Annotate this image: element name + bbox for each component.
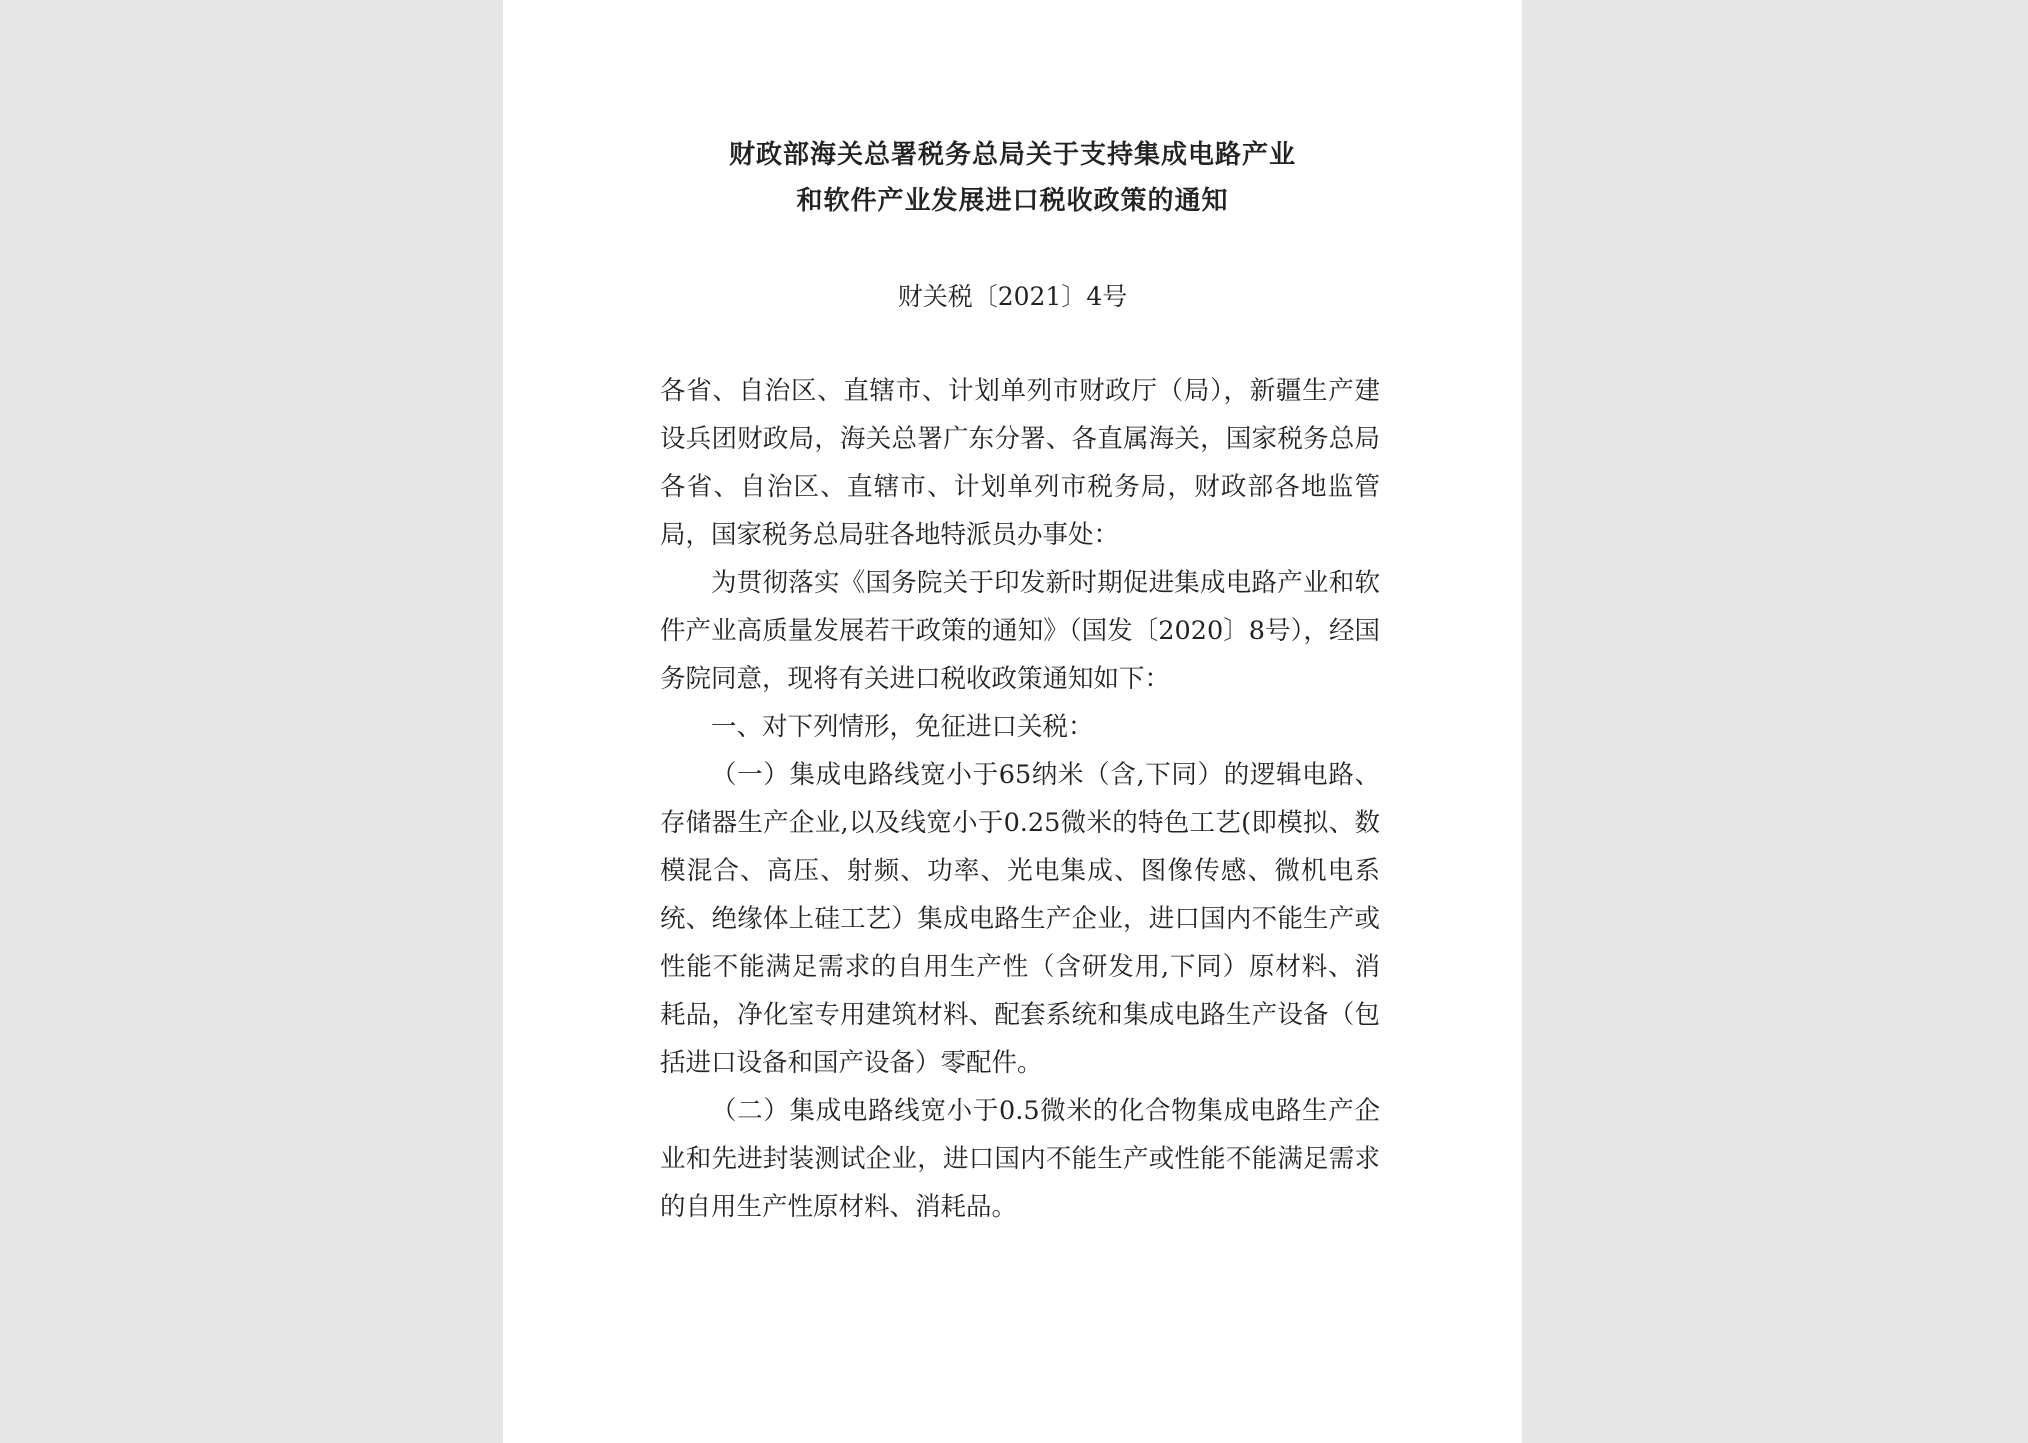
document-title-line-1: 财政部海关总署税务总局关于支持集成电路产业 xyxy=(728,140,1296,170)
document-number: 财关税〔2021〕4号 xyxy=(897,282,1128,311)
sub-item-1-paragraph: （一）集成电路线宽小于65纳米（含,下同）的逻辑电路、存储器生产企业,以及线宽小于0.25微米的特色工艺(即模拟、数模混合、高压、射频、功率、光电集成、图像传感、微机电系统、绝缘体上硅工艺）集成电路生产企业，进口国内不能生产或性能不能满足需求的自用生产性（含研发用,下同）原材料、消耗品，净化室专用建筑材料、配套系统和集成电路生产设备（包括进口设备和国产设备）零配件。 xyxy=(660,760,1380,1078)
preamble-paragraph: 为贯彻落实《国务院关于印发新时期促进集成电路产业和软件产业高质量发展若干政策的通知》（国发〔2020〕8号），经国务院同意，现将有关进口税收政策通知如下： xyxy=(660,568,1380,694)
document-title-line-2: 和软件产业发展进口税收政策的通知 xyxy=(796,186,1229,216)
sub-item-2-paragraph: （二）集成电路线宽小于0.5微米的化合物集成电路生产企业和先进封装测试企业，进口国内不能生产或性能不能满足需求的自用生产性原材料、消耗品。 xyxy=(660,1096,1380,1222)
document-page xyxy=(503,0,1522,1443)
section-one-heading: 一、对下列情形，免征进口关税： xyxy=(711,712,1094,742)
recipients-paragraph: 各省、自治区、直辖市、计划单列市财政厅（局），新疆生产建设兵团财政局，海关总署广东分署、各直属海关，国家税务总局各省、自治区、直辖市、计划单列市税务局，财政部各地监管局，国家税务总局驻各地特派员办事处： xyxy=(660,376,1380,550)
